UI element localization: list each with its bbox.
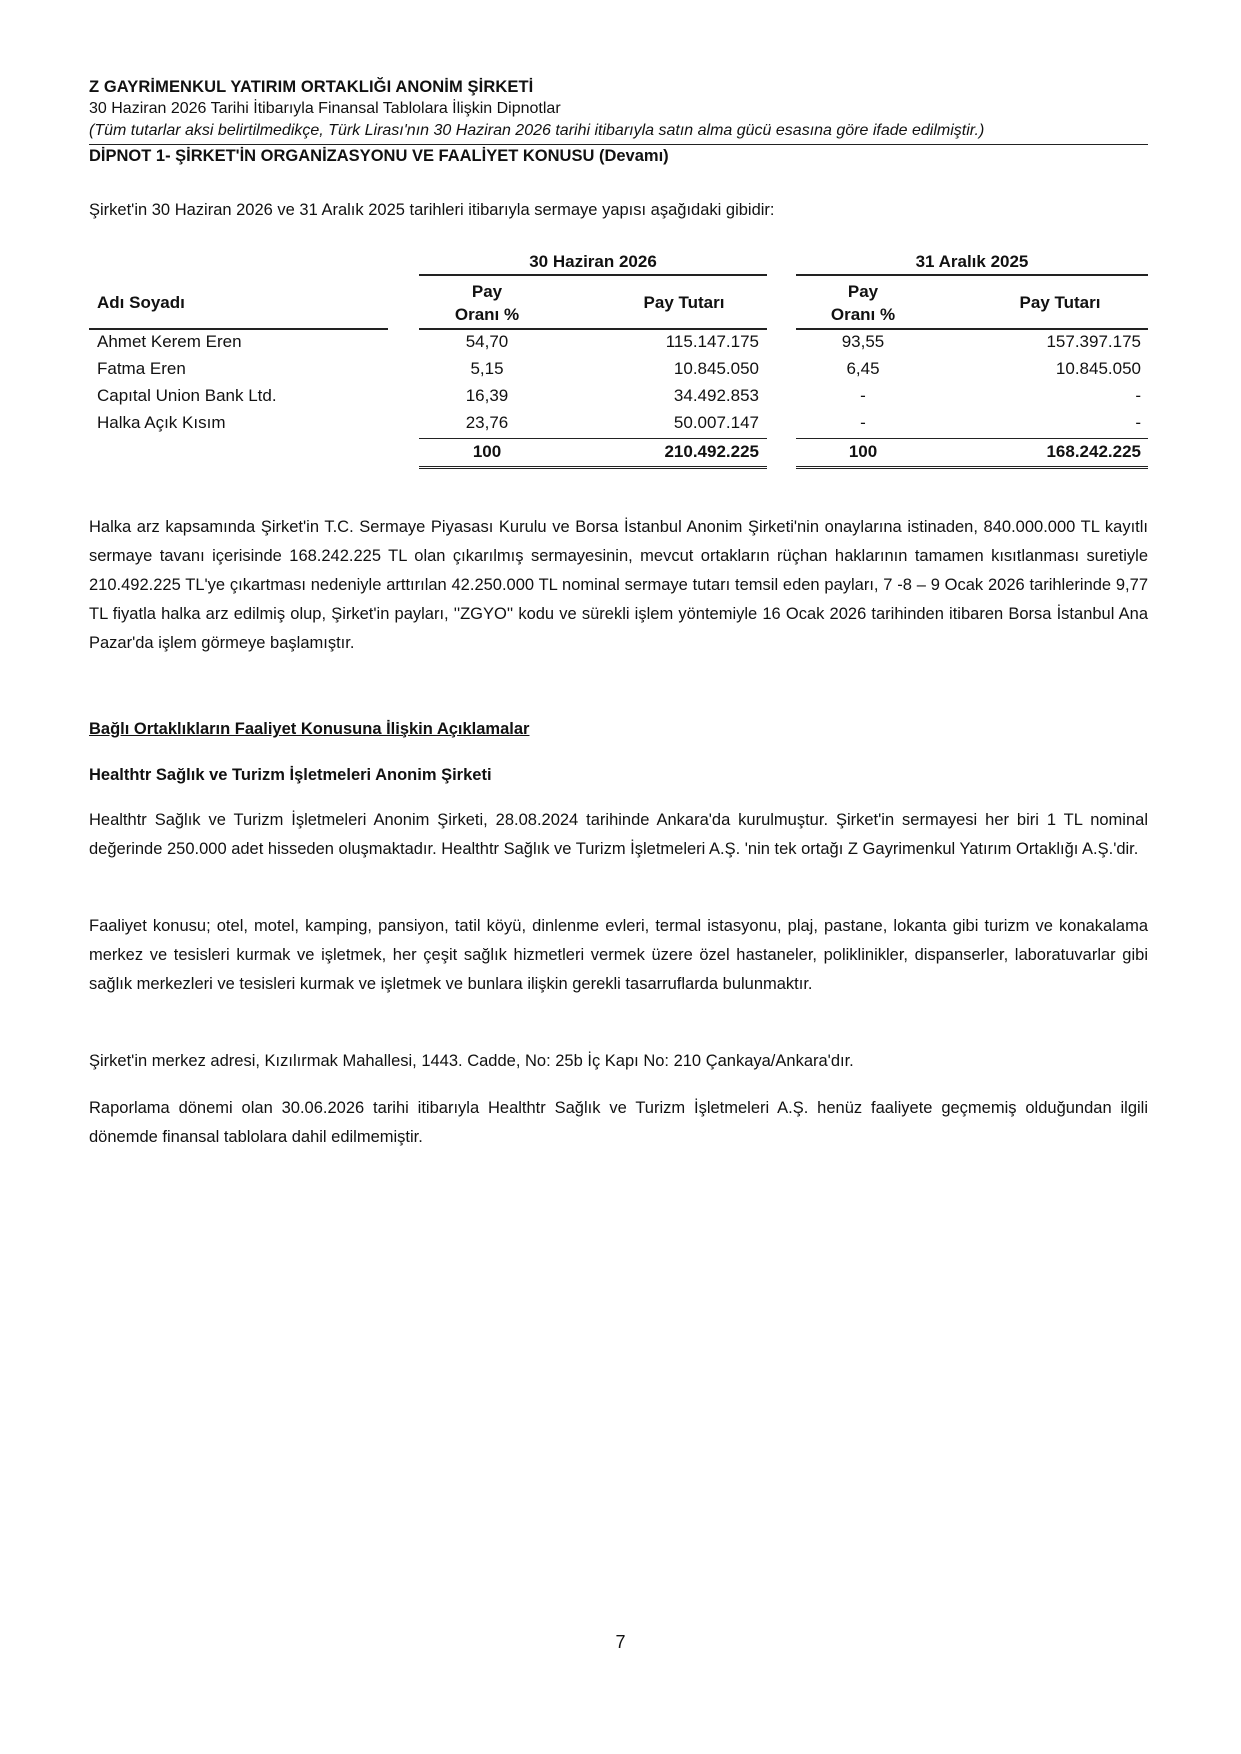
row-3-name: Capıtal Union Bank Ltd. [97,386,277,405]
capital-structure-table [89,250,1148,480]
subsidiary-paragraph-founding: Healthtr Sağlık ve Turizm İşletmeleri Anonim Şirketi, 28.08.2024 tarihinde Ankara'da kurulmuştur. Şirket'in sermayesi her biri 1 TL nominal değerinde 250.000 adet hisseden oluşmaktadır. Healthtr Sağlık ve Turizm İşletmeleri A.Ş. 'nin tek ortağı Z Gayrimenkul Yatırım Ortaklığı A.Ş.'dir. [89,811,1148,858]
company-name: Z GAYRİMENKUL YATIRIM ORTAKLIĞI ANONİM ŞİRKETİ [89,78,534,96]
row-1-ratio-2025: 93,55 [841,332,885,351]
row-4-amount-2025: - [1135,413,1141,432]
total-ratio-2026: 100 [472,442,502,461]
double-rule-2026 [419,466,767,469]
row-2-ratio-2025: 6,45 [846,359,880,378]
row-2-amount-2026: 10.845.050 [673,359,759,378]
row-3-ratio-2026: 16,39 [465,386,509,405]
header-rule-2025 [796,328,1148,330]
row-2-name: Fatma Eren [97,359,186,378]
column-header-ratio-2025-line2: Oranı % [830,305,896,324]
capital-structure-intro: Şirket'in 30 Haziran 2026 ve 31 Aralık 2025 tarihleri itibarıyla sermaye yapısı aşağıdaki gibidir: [89,201,775,219]
subsidiary-paragraph-activity: Faaliyet konusu; otel, motel, kamping, pansiyon, tatil köyü, dinlenme evleri, termal istasyonu, plaj, pastane, lokanta gibi turizm ve konakalama merkez ve tesisleri kurmak ve işletmek, her çeşit sağlık hizmetleri vermek üzere özel hastaneler, poliklinikler, dispanserler, laboratuvarlar gibi sağlık merkezleri ve tesisleri kurmak ve işletmek ve bunlara ilişkin gerekli tasarruflarda bulunmaktır. [89,917,1148,993]
total-rule-2026 [419,438,767,439]
page-header [89,76,1148,167]
row-1-ratio-2026: 54,70 [465,332,509,351]
subsidiary-paragraph-reporting: Raporlama dönemi olan 30.06.2026 tarihi itibarıyla Healthtr Sağlık ve Turizm İşletmeleri A.Ş. henüz faaliyete geçmemiş olduğundan ilgili dönemde finansal tablolara dahil edilmemiştir. [89,1099,1148,1146]
row-1-amount-2025: 157.397.175 [1046,332,1141,351]
page-number: 7 [615,1632,626,1652]
column-header-ratio-2026-line1: Pay [471,282,503,301]
subsidiary-name-heading: Healthtr Sağlık ve Turizm İşletmeleri Anonim Şirketi [89,766,492,784]
period-header-2026: 30 Haziran 2026 [419,250,767,276]
double-rule-2025 [796,466,1148,469]
total-amount-2026: 210.492.225 [664,442,759,461]
row-3-ratio-2025: - [860,386,866,405]
total-rule-2025 [796,438,1148,439]
column-header-name: Adı Soyadı [97,293,185,312]
row-2-ratio-2026: 5,15 [470,359,504,378]
subsidiary-paragraph-address: Şirket'in merkez adresi, Kızılırmak Mahallesi, 1443. Cadde, No: 25b İç Kapı No: 210 Çankaya/Ankara'dır. [89,1052,854,1070]
total-amount-2025: 168.242.225 [1046,442,1141,461]
period-header-2025: 31 Aralık 2025 [796,250,1148,276]
public-offering-paragraph: Halka arz kapsamında Şirket'in T.C. Sermaye Piyasası Kurulu ve Borsa İstanbul Anonim Şirketi'nin onaylarına istinaden, 840.000.000 TL kayıtlı sermaye tavanı içerisinde 168.242.225 TL olan çıkarılmış sermayesinin, mevcut ortakların rüçhan haklarının tamamen kısıtlanması suretiyle 210.492.225 TL'ye çıkartması nedeniyle arttırılan 42.250.000 TL nominal sermaye tutarı temsil eden payları, 7 -8 – 9 Ocak 2026 tarihlerinde 9,77 TL fiyatla halka arz edilmiş olup, Şirket'in payları, ''ZGYO'' kodu ve sürekli işlem yöntemiyle 16 Ocak 2026 tarihinden itibaren Borsa İstanbul Ana Pazar'da işlem görmeye başlamıştır. [89,518,1148,652]
column-header-amount-2026: Pay Tutarı [643,293,725,312]
row-3-amount-2025: - [1135,386,1141,405]
report-subtitle: 30 Haziran 2026 Tarihi İtibarıyla Finansal Tablolara İlişkin Dipnotlar [89,100,561,117]
column-header-ratio-2026-line2: Oranı % [454,305,520,324]
row-3-amount-2026: 34.492.853 [673,386,759,405]
currency-note: (Tüm tutarlar aksi belirtilmedikçe, Türk Lirası'nın 30 Haziran 2026 tarihi itibarıyla satın alma gücü esasına göre ifade edilmiştir.) [89,122,985,139]
row-1-name: Ahmet Kerem Eren [97,332,242,351]
row-4-amount-2026: 50.007.147 [673,413,759,432]
header-rule-name [89,328,388,330]
row-4-name: Halka Açık Kısım [97,413,226,432]
row-2-amount-2025: 10.845.050 [1055,359,1141,378]
section-title: DİPNOT 1- ŞİRKET'İN ORGANİZASYONU VE FAALİYET KONUSU (Devamı) [89,147,669,165]
column-header-ratio-2025-line1: Pay [847,282,879,301]
total-ratio-2025: 100 [848,442,878,461]
row-1-amount-2026: 115.147.175 [665,332,759,351]
subsidiaries-heading: Bağlı Ortaklıkların Faaliyet Konusuna İlişkin Açıklamalar [89,720,530,738]
row-4-ratio-2025: - [860,413,866,432]
column-header-amount-2025: Pay Tutarı [1019,293,1101,312]
header-rule-2026 [419,328,767,330]
row-4-ratio-2026: 23,76 [465,413,509,432]
